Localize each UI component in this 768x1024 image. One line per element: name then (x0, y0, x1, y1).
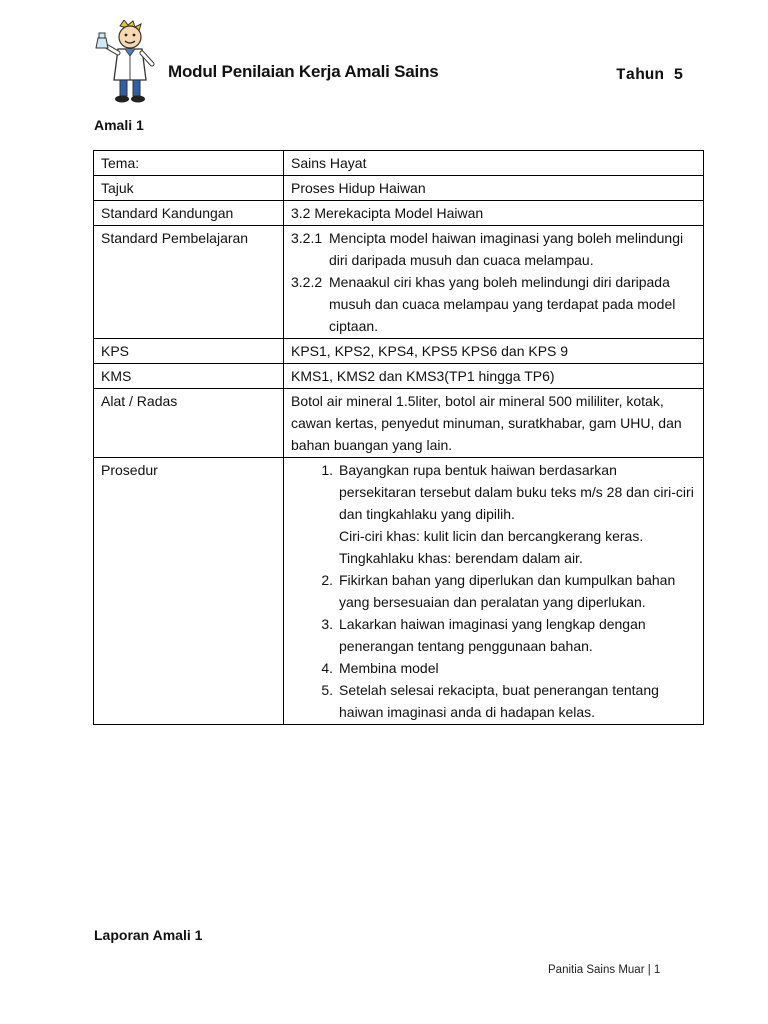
year-label: Tahun 5 (616, 66, 684, 84)
step-text: Membina model (339, 660, 439, 676)
step-text: Setelah selesai rekacipta, buat penerangan tentang haiwan imaginasi anda di hadapan kelas. (339, 682, 659, 720)
row-value: 3.2 Merekacipta Model Haiwan (284, 201, 704, 226)
learning-standard-item (291, 271, 697, 337)
procedure-step (291, 459, 697, 569)
table-row (94, 339, 704, 364)
step-text: Fikirkan bahan yang diperlukan dan kumpulkan bahan yang bersesuaian dan peralatan yang diperlukan. (339, 572, 676, 610)
table-row (94, 389, 704, 458)
table-row (94, 226, 704, 339)
page-title: Modul Penilaian Kerja Amali Sains (168, 62, 439, 81)
row-label: Standard Kandungan (94, 201, 284, 226)
procedure-cell (284, 458, 704, 725)
learning-standard-number: 3.2.1 (291, 230, 323, 246)
procedure-step (291, 679, 697, 723)
report-title: Laporan Amali 1 (94, 927, 203, 943)
step-note: Tingkahlaku khas: berendam dalam air. (339, 550, 583, 566)
table-row (94, 151, 704, 176)
step-number: 3. (321, 616, 333, 632)
table-row (94, 364, 704, 389)
row-label: Prosedur (94, 458, 284, 725)
page-footer: Panitia Sains Muar | 1 (548, 964, 661, 976)
row-value: KMS1, KMS2 dan KMS3(TP1 hingga TP6) (284, 364, 704, 389)
step-text: Lakarkan haiwan imaginasi yang lengkap dengan penerangan tentang penggunaan bahan. (339, 616, 646, 654)
procedure-list (291, 459, 697, 723)
step-number: 5. (321, 682, 333, 698)
row-label: Alat / Radas (94, 389, 284, 458)
learning-standard-text: Mencipta model haiwan imaginasi yang boleh melindungi diri daripada musuh dan cuaca melampau. (329, 230, 684, 268)
step-number: 1. (321, 462, 333, 478)
row-label: KPS (94, 339, 284, 364)
row-value: KPS1, KPS2, KPS4, KPS5 KPS6 dan KPS 9 (284, 339, 704, 364)
scientist-mascot-icon (92, 20, 164, 106)
procedure-step (291, 657, 697, 679)
row-value: Sains Hayat (284, 151, 704, 176)
learning-standard-number: 3.2.2 (291, 274, 323, 290)
step-number: 4. (321, 660, 333, 676)
row-value: Proses Hidup Haiwan (284, 176, 704, 201)
table-row (94, 201, 704, 226)
learning-standard-item (291, 227, 697, 271)
step-text: Bayangkan rupa bentuk haiwan berdasarkan persekitaran tersebut dalam buku teks m/s 28 dan ciri-ciri dan tingkahlaku yang dipilih. (339, 462, 694, 522)
table-row (94, 176, 704, 201)
row-label: Tema: (94, 151, 284, 176)
step-number: 2. (321, 572, 333, 588)
table-row (94, 458, 704, 725)
row-label: Standard Pembelajaran (94, 226, 284, 339)
procedure-step (291, 569, 697, 613)
learning-standards-cell (284, 226, 704, 339)
step-note: Ciri-ciri khas: kulit licin dan bercangkerang keras. (339, 528, 644, 544)
row-label: Tajuk (94, 176, 284, 201)
procedure-step (291, 613, 697, 657)
step-content (339, 459, 697, 569)
experiment-info-table (93, 150, 704, 725)
learning-standard-text: Menaakul ciri khas yang boleh melindungi diri daripada musuh dan cuaca melampau yang terdapat pada model ciptaan. (329, 274, 676, 334)
row-value: Botol air mineral 1.5liter, botol air mineral 500 mililiter, kotak, cawan kertas, penyedut minuman, suratkhabar, gam UHU, dan bahan buangan yang lain. (284, 389, 704, 458)
row-label: KMS (94, 364, 284, 389)
section-title: Amali 1 (94, 117, 144, 133)
